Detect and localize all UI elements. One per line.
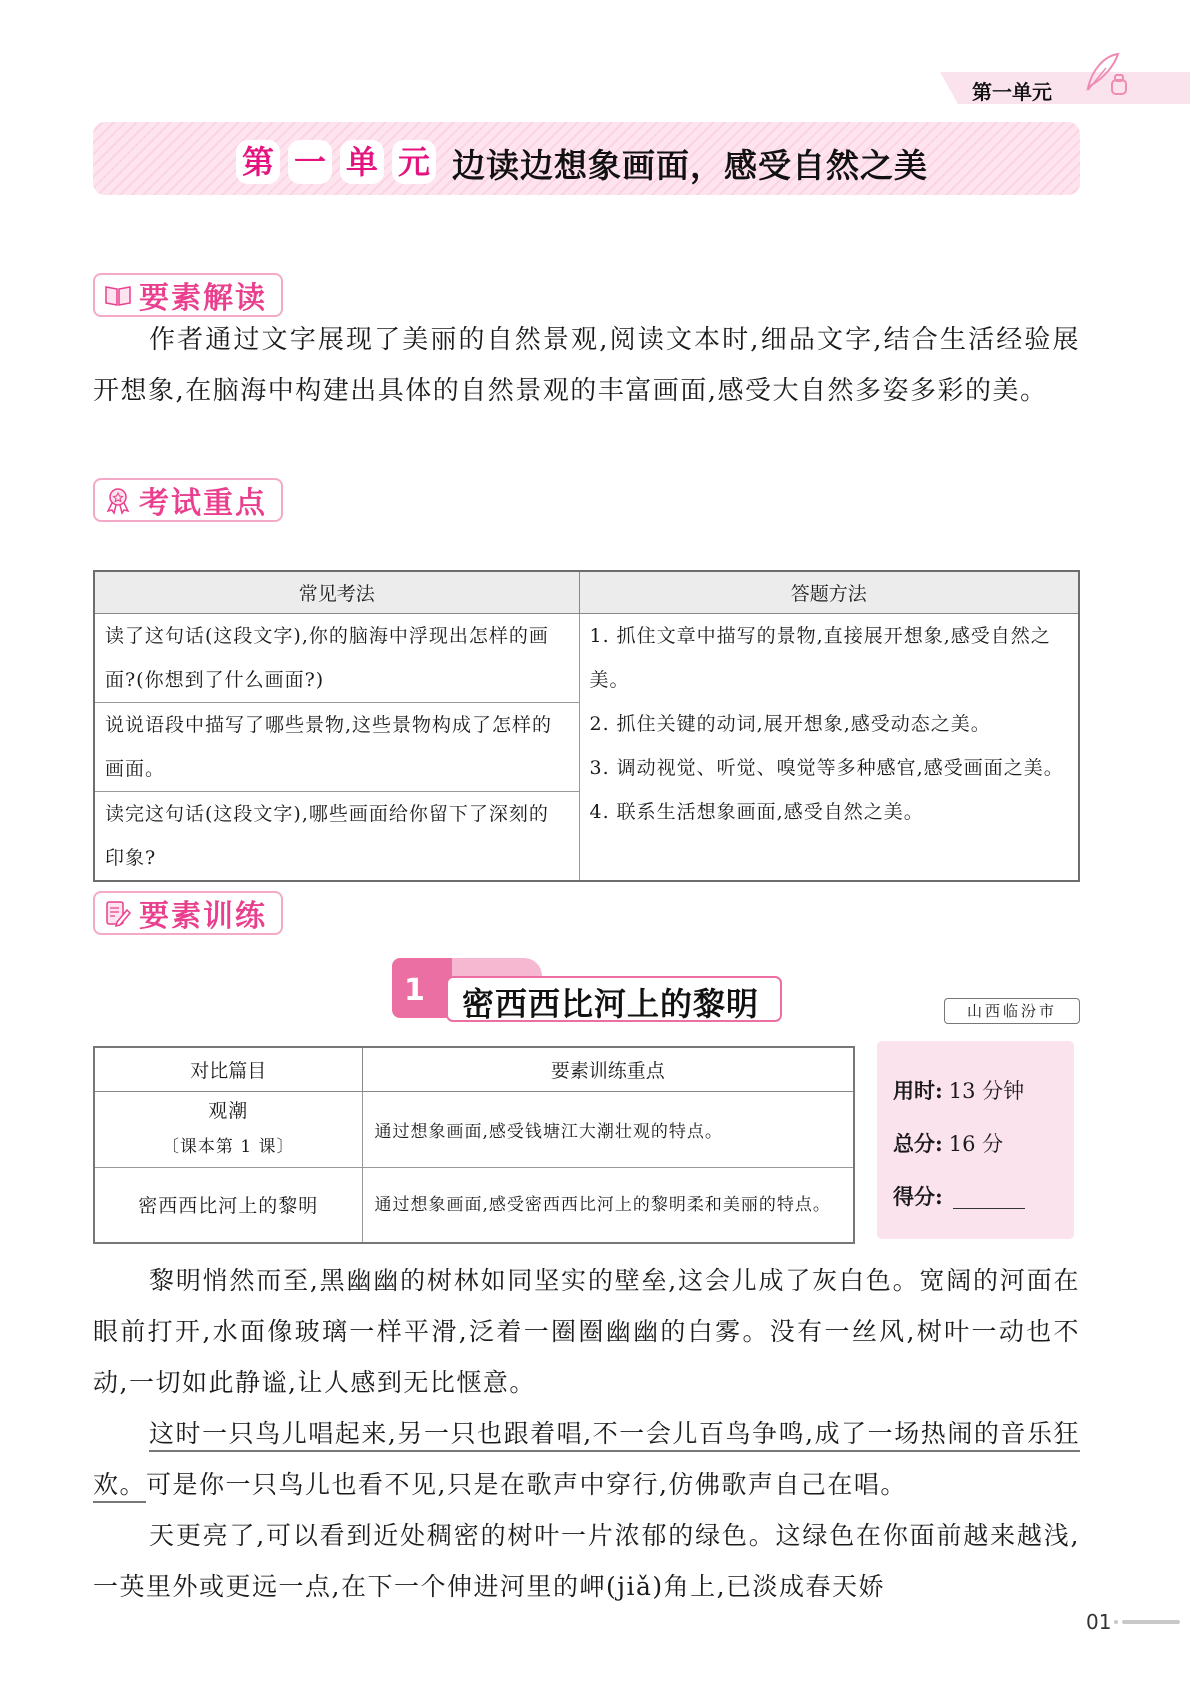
method-item: 3. 调动视觉、听觉、嗅觉等多种感官,感受画面之美。 bbox=[589, 756, 1064, 779]
unit-number-chars bbox=[236, 140, 436, 184]
page-decoration-bar bbox=[1122, 1620, 1180, 1624]
method-item: 1. 抓住文章中描写的景物,直接展开想象,感受自然之美。 bbox=[589, 624, 1051, 691]
total-value: 16 分 bbox=[948, 1132, 1004, 1156]
question-cell: 读完这句话(这段文字),哪些画面给你留下了深刻的印象? bbox=[94, 791, 579, 881]
award-ribbon-icon bbox=[103, 485, 133, 515]
total-row bbox=[893, 1128, 1003, 1158]
question-cell: 读了这句话(这段文字),你的脑海中浮现出怎样的画面?(你想到了什么画面?) bbox=[94, 613, 579, 702]
unit-char: 元 bbox=[392, 140, 436, 184]
page-number: 01 bbox=[1086, 1610, 1112, 1634]
section-label: 要素训练 bbox=[139, 899, 267, 934]
score-row bbox=[893, 1181, 1025, 1211]
underlined-sentence: 这时一只鸟儿唱起来,另一只也跟着唱,不一会儿百鸟争鸣,成了一场热闹的音乐狂欢。 bbox=[93, 1419, 1080, 1499]
column-header: 对比篇目 bbox=[94, 1047, 362, 1091]
exam-focus-table bbox=[93, 570, 1080, 882]
section-label: 要素解读 bbox=[139, 281, 267, 316]
compare-title-cell: 密西西比河上的黎明 bbox=[94, 1167, 362, 1243]
method-item: 2. 抓住关键的动词,展开想象,感受动态之美。 bbox=[589, 712, 991, 735]
section-tag-exam-focus bbox=[93, 478, 283, 522]
compare-focus-cell: 通过想象画面,感受钱塘江大潮壮观的特点。 bbox=[362, 1091, 854, 1167]
time-row bbox=[893, 1075, 1024, 1105]
passage-paragraph-2 bbox=[93, 1408, 1080, 1510]
compare-focus-cell: 通过想象画面,感受密西西比河上的黎明柔和美丽的特点。 bbox=[362, 1167, 854, 1243]
question-cell: 说说语段中描写了哪些景物,这些景物构成了怎样的画面。 bbox=[94, 702, 579, 791]
compare-table bbox=[93, 1046, 855, 1244]
compare-note: 〔课本第 1 课〕 bbox=[161, 1137, 295, 1157]
section-label: 考试重点 bbox=[139, 486, 267, 521]
lesson-title: 密西西比河上的黎明 bbox=[462, 985, 760, 1023]
score-label: 得分: bbox=[893, 1184, 943, 1209]
section-tag-interpretation bbox=[93, 273, 283, 317]
unit-title: 边读边想象画面，感受自然之美 bbox=[452, 146, 928, 185]
compare-title-cell bbox=[94, 1091, 362, 1167]
notepad-pencil-icon bbox=[103, 898, 133, 928]
unit-char: 第 bbox=[236, 140, 280, 184]
column-header: 答题方法 bbox=[579, 571, 1079, 613]
running-header-unit: 第一单元 bbox=[972, 80, 1052, 104]
score-blank[interactable] bbox=[953, 1189, 1025, 1209]
passage-paragraph-3: 天更亮了,可以看到近处稠密的树叶一片浓郁的绿色。这绿色在你面前越来越浅,一英里外或更远一点,在下一个伸进河里的岬(jiǎ)角上,已淡成春天娇 bbox=[93, 1521, 1080, 1601]
unit-char: 一 bbox=[288, 140, 332, 184]
location-tag: 山西临汾市 bbox=[944, 998, 1080, 1024]
time-value: 13 分钟 bbox=[948, 1079, 1025, 1103]
compare-title: 观潮 bbox=[208, 1100, 249, 1122]
method-cell bbox=[579, 613, 1079, 881]
method-item: 4. 联系生活想象画面,感受自然之美。 bbox=[589, 800, 924, 823]
lesson-number: 1 bbox=[404, 973, 425, 1008]
unit-char: 单 bbox=[340, 140, 384, 184]
total-label: 总分: bbox=[893, 1131, 943, 1156]
column-header: 要素训练重点 bbox=[362, 1047, 854, 1091]
column-header: 常见考法 bbox=[94, 571, 579, 613]
section-tag-training bbox=[93, 891, 283, 935]
page-decoration-dot bbox=[1114, 1620, 1118, 1624]
passage-text: 可是你一只鸟儿也看不见,只是在歌声中穿行,仿佛歌声自己在唱。 bbox=[146, 1470, 907, 1499]
passage-paragraph-1: 黎明悄然而至,黑幽幽的树林如同坚实的壁垒,这会儿成了灰白色。宽阔的河面在眼前打开,水面像玻璃一样平滑,泛着一圈圈幽幽的白雾。没有一丝风,树叶一动也不动,一切如此静谧,让人感到无比惬意。 bbox=[93, 1266, 1080, 1397]
time-label: 用时: bbox=[893, 1078, 943, 1103]
interpretation-text: 作者通过文字展现了美丽的自然景观,阅读文本时,细品文字,结合生活经验展开想象,在脑海中构建出具体的自然景观的丰富画面,感受大自然多姿多彩的美。 bbox=[93, 325, 1080, 406]
open-book-icon bbox=[103, 280, 133, 310]
feather-ink-icon bbox=[1082, 50, 1132, 100]
